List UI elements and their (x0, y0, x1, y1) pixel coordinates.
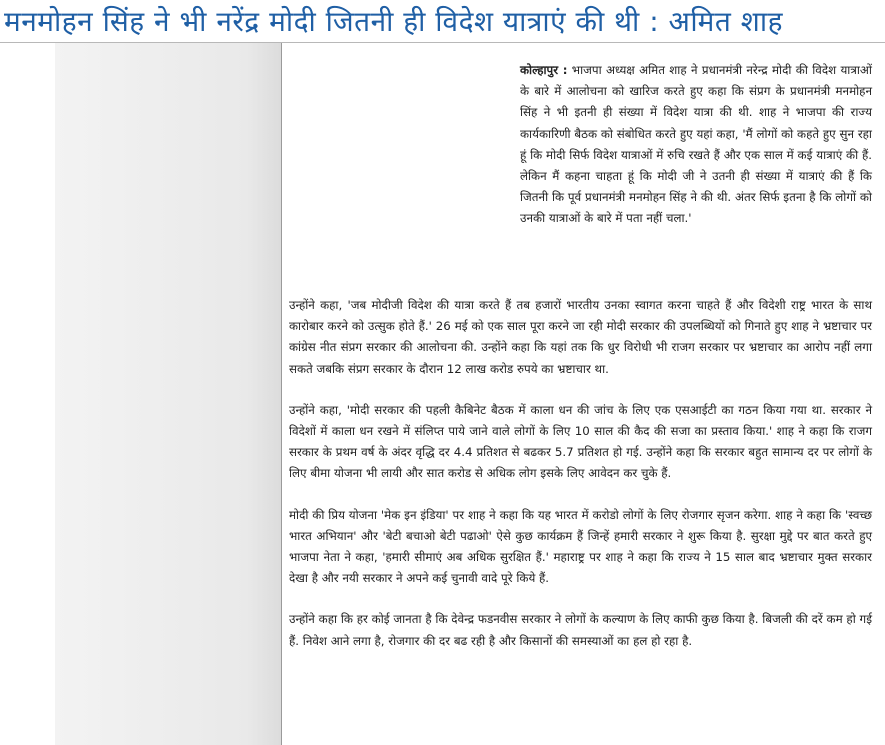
article-intro (520, 60, 872, 230)
article-body (289, 295, 872, 672)
article-paragraph: उन्होंने कहा, 'मोदी सरकार की पहली कैबिनेट बैठक में काला धन की जांच के लिए एक एसआईटी का गठन किया गया था. सरकार ने विदेशों में काला धन रखने में संलिप्त पाये जाने वाले लोगों के लिए 10 साल की कैद की सजा का प्रस्ताव किया.' शाह ने कहा कि राजग सरकार के प्रथम वर्ष के अंदर वृद्धि दर 4.4 प्रतिशत से बढकर 5.7 प्रतिशत हो गई. उन्होंने कहा कि सरकार बहुत सामान्य दर पर लोगों के लिए बीमा योजना भी लायी और सात करोड से अधिक लोग इसके लिए आवेदन कर चुके हैं. (289, 402, 872, 481)
article-paragraph: उन्होंने कहा कि हर कोई जानता है कि देवेन्द्र फडनवीस सरकार ने लोगों के कल्याण के लिए काफी कुछ किया है. बिजली की दरें कम हो गई हैं. निवेश आने लगा है, रोजगार की दर बढ रही है और किसानों की समस्याओं का हल हो रहा है. (289, 612, 872, 648)
article-headline: मनमोहन सिंह ने भी नरेंद्र मोदी जितनी ही विदेश यात्राएं की थी : अमित शाह (4, 5, 783, 38)
left-sidebar (55, 43, 281, 745)
intro-text: भाजपा अध्यक्ष अमित शाह ने प्रधानमंत्री नरेन्द्र मोदी की विदेश यात्राओं के बारे में आलोचना को खारिज करते हुए कहा कि संप्रग के प्रधानमंत्री मनमोहन सिंह ने भी इतनी ही संख्या में विदेश यात्रा की थी. शाह ने भाजपा की राज्य कार्यकारिणी बैठक को संबोधित करते हुए यहां कहा, 'मैं लोगों को कहते हुए सुन रहा हूं कि मोदी सिर्फ विदेश यात्राओं में रुचि रखते हैं और एक साल में कई यात्राएं की हैं. लेकिन मैं कहना चाहता हूं कि मोदी जी ने उतनी ही संख्या में यात्राएं की हैं कि जितनी कि पूर्व प्रधानमंत्री मनमोहन सिंह ने की थी. अंतर सिर्फ इतना है कि लोगों को उनकी यात्राओं के बारे में पता नहीं चला.' (520, 63, 872, 226)
article-paragraph: मोदी की प्रिय योजना 'मेक इन इंडिया' पर शाह ने कहा कि यह भारत में करोडो लोगों के लिए रोजगार सृजन करेगा. शाह ने कहा कि 'स्वच्छ भारत अभियान' और 'बेटी बचाओ बेटी पढाओ' ऐसे कुछ कार्यक्रम हैं जिन्हें हमारी सरकार ने शुरू किया है. सुरक्षा मुद्दे पर बात करते हुए भाजपा नेता ने कहा, 'हमारी सीमाएं अब अधिक सुरक्षित हैं.' महाराष्ट्र पर शाह ने कहा कि राज्य ने 15 साल बाद भ्रष्टाचार मुक्त सरकार देखा है और नयी सरकार ने अपने कई चुनावी वादे पूरे किये हैं. (289, 507, 872, 586)
article-paragraph: उन्होंने कहा, 'जब मोदीजी विदेश की यात्रा करते हैं तब हजारों भारतीय उनका स्वागत करना चाहते हैं और विदेशी राष्ट्र भारत के साथ कारोबार करने को उत्सुक होते हैं.' 26 मई को एक साल पूरा करने जा रही मोदी सरकार की उपलब्धियों को गिनाते हुए शाह ने भ्रष्टाचार पर कांग्रेस नीत संप्रग सरकार की आलोचना की. उन्होंने कहा कि यहां तक कि धुर विरोधी भी राजग सरकार पर भ्रष्टाचार का आरोप नहीं लगा सकते जबकि संप्रग सरकार के दौरान 12 लाख करोड रुपये का भ्रष्टाचार था. (289, 298, 873, 376)
sidebar-divider (281, 43, 282, 745)
dateline: कोल्हापुर : (520, 63, 568, 77)
